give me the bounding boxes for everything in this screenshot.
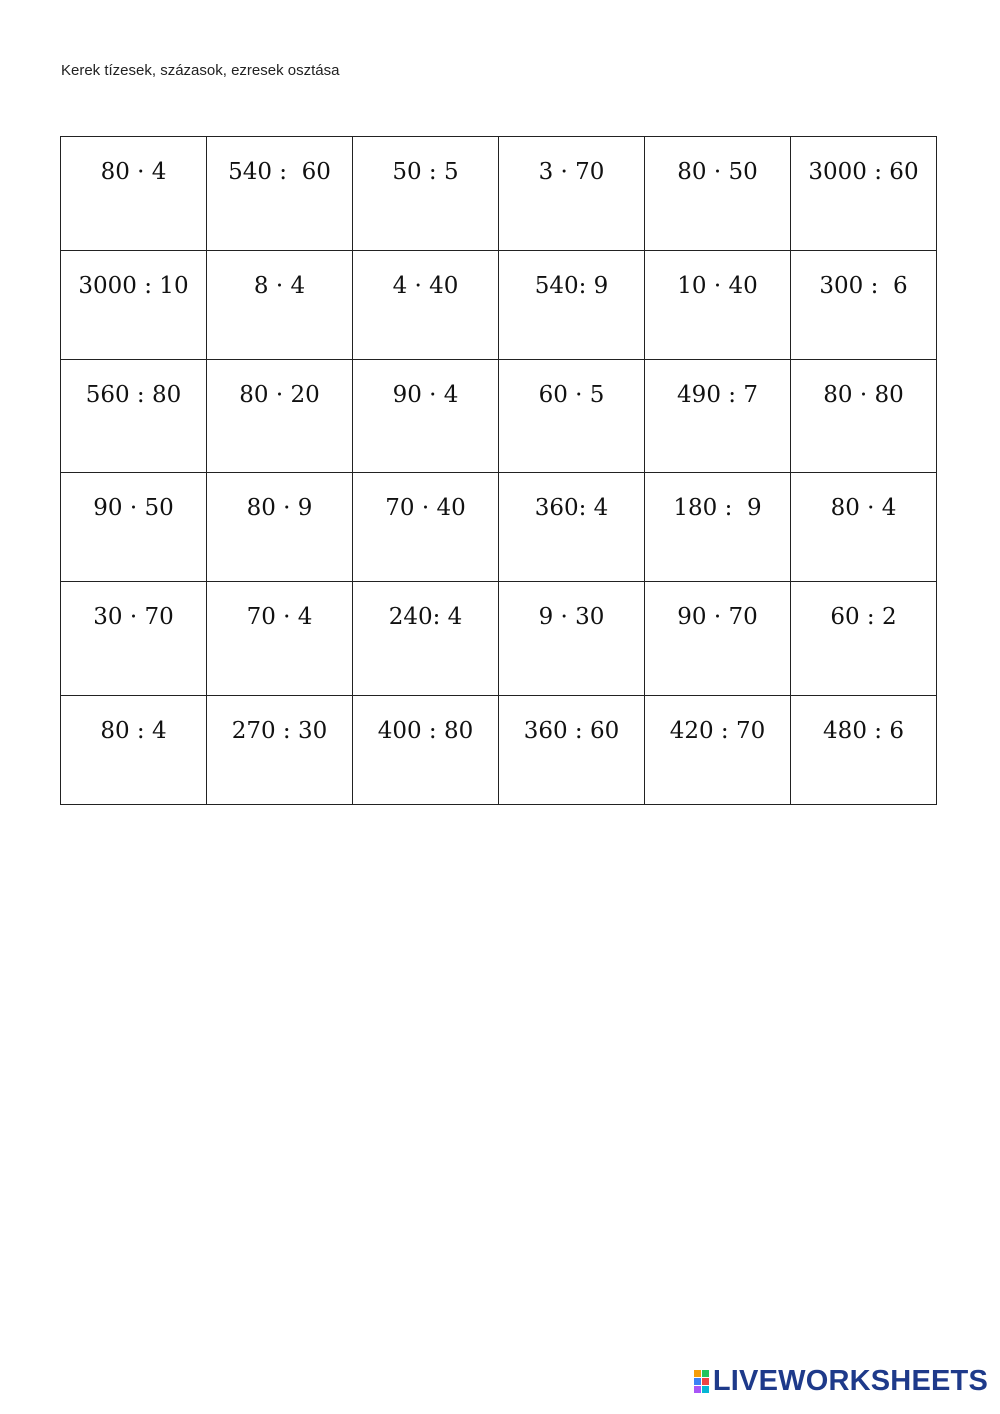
grid-cell (645, 137, 791, 251)
cell-expression: 80 · 9 (246, 495, 313, 521)
logo-square (694, 1378, 701, 1385)
cell-expression: 60 : 2 (830, 604, 897, 630)
grid-cell (499, 251, 645, 360)
cell-expression: 8 · 4 (253, 273, 306, 299)
worksheet-title: Kerek tízesek, százasok, ezresek osztása (61, 62, 340, 79)
cell-expression: 300 : 6 (819, 273, 908, 299)
cell-expression: 70 · 40 (385, 495, 466, 521)
grid-cell (353, 251, 499, 360)
logo-square (702, 1370, 709, 1377)
grid-cell (353, 137, 499, 251)
grid-cell (61, 696, 207, 805)
cell-expression: 240: 4 (388, 604, 463, 630)
cell-expression: 90 · 70 (677, 604, 758, 630)
grid-cell (791, 251, 937, 360)
cell-expression: 3 · 70 (538, 159, 605, 185)
cell-expression: 180 : 9 (673, 495, 762, 521)
cell-expression: 60 · 5 (538, 382, 605, 408)
cell-expression: 90 · 50 (93, 495, 174, 521)
logo-square (702, 1386, 709, 1393)
grid-cell (645, 696, 791, 805)
grid-cell (61, 473, 207, 582)
cell-expression: 80 · 80 (823, 382, 904, 408)
grid-cell (499, 137, 645, 251)
grid-cell (353, 696, 499, 805)
grid-cell (791, 696, 937, 805)
grid-cell (353, 360, 499, 473)
grid-cell (207, 360, 353, 473)
cell-expression: 80 · 20 (239, 382, 320, 408)
grid-cell (61, 251, 207, 360)
grid-cell (61, 137, 207, 251)
logo-square (694, 1370, 701, 1377)
grid-row (61, 251, 937, 360)
grid-cell (207, 473, 353, 582)
grid-cell (645, 582, 791, 696)
cell-expression: 90 · 4 (392, 382, 459, 408)
grid-cell (791, 137, 937, 251)
cell-expression: 3000 : 60 (808, 159, 919, 185)
grid-cell (499, 360, 645, 473)
grid-cell (353, 473, 499, 582)
liveworksheets-logo-icon (694, 1370, 709, 1393)
cell-expression: 80 · 4 (830, 495, 897, 521)
cell-expression: 70 · 4 (246, 604, 313, 630)
grid-cell (791, 582, 937, 696)
cell-expression: 400 : 80 (377, 718, 474, 744)
cell-expression: 270 : 30 (231, 718, 328, 744)
grid-cell (791, 360, 937, 473)
liveworksheets-logo[interactable] (694, 1364, 988, 1398)
grid-cell (791, 473, 937, 582)
cell-expression: 480 : 6 (823, 718, 904, 744)
logo-text: LIVEWORKSHEETS (712, 1364, 988, 1397)
cell-expression: 360: 4 (534, 495, 609, 521)
cell-expression: 30 · 70 (93, 604, 174, 630)
cell-expression: 10 · 40 (677, 273, 758, 299)
grid-cell (499, 696, 645, 805)
logo-square (694, 1386, 701, 1393)
grid-row (61, 360, 937, 473)
grid-cell (645, 360, 791, 473)
cell-expression: 4 · 40 (392, 273, 459, 299)
grid-cell (207, 137, 353, 251)
grid-cell (207, 696, 353, 805)
cell-expression: 50 : 5 (392, 159, 459, 185)
logo-square (702, 1378, 709, 1385)
grid-row (61, 696, 937, 805)
cell-expression: 560 : 80 (85, 382, 182, 408)
grid-cell (207, 251, 353, 360)
cell-expression: 80 · 4 (100, 159, 167, 185)
grid-row (61, 582, 937, 696)
grid-cell (207, 582, 353, 696)
cell-expression: 3000 : 10 (78, 273, 189, 299)
grid-row (61, 137, 937, 251)
exercise-grid (60, 136, 937, 805)
cell-expression: 540: 9 (534, 273, 609, 299)
grid-cell (499, 473, 645, 582)
cell-expression: 490 : 7 (677, 382, 758, 408)
grid-cell (499, 582, 645, 696)
grid-cell (353, 582, 499, 696)
cell-expression: 540 : 60 (228, 159, 331, 185)
grid-cell (61, 582, 207, 696)
cell-expression: 9 · 30 (538, 604, 605, 630)
grid-cell (61, 360, 207, 473)
cell-expression: 420 : 70 (669, 718, 766, 744)
grid-cell (645, 473, 791, 582)
cell-expression: 80 : 4 (100, 718, 167, 744)
grid-row (61, 473, 937, 582)
grid-cell (645, 251, 791, 360)
cell-expression: 80 · 50 (677, 159, 758, 185)
cell-expression: 360 : 60 (523, 718, 620, 744)
